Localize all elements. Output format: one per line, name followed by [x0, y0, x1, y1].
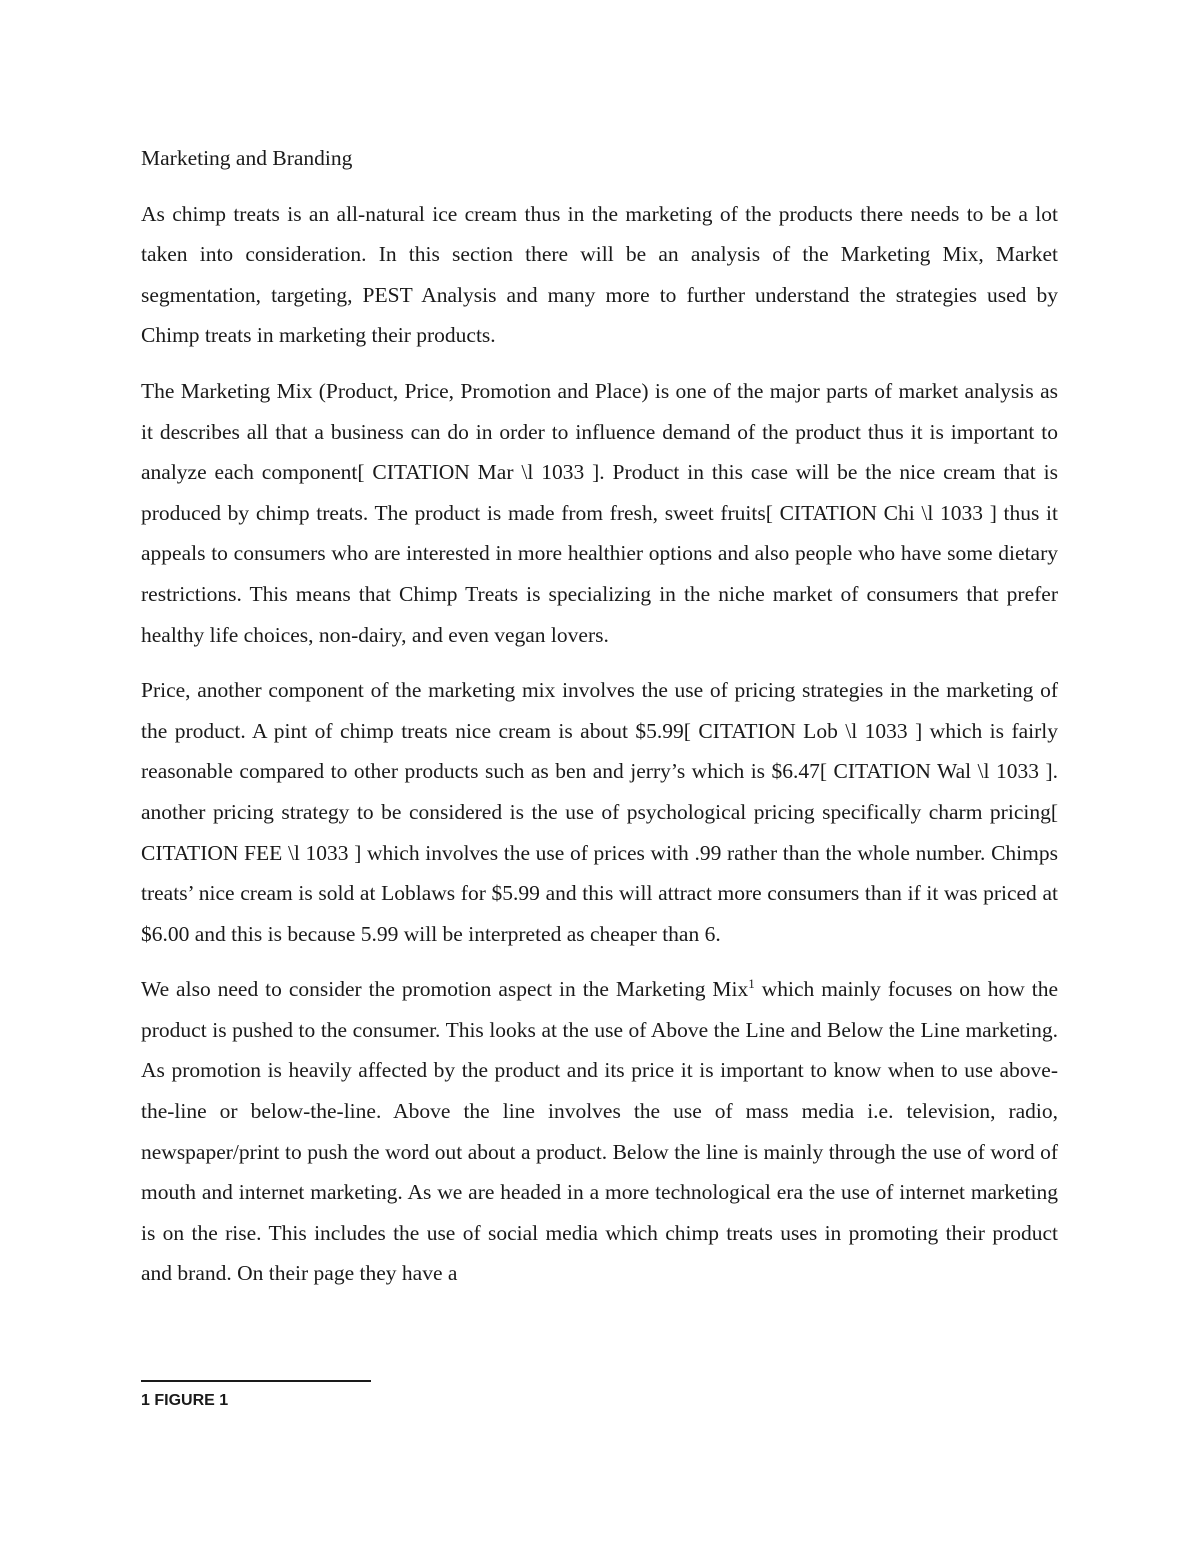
- paragraph-marketing-mix: The Marketing Mix (Product, Price, Promotion and Place) is one of the major parts of market analysis as it describes all that a business can do in order to influence demand of the product thus it is important to analyze each component[ CITATION Mar \l 1033 ]. Product in this case will be the nice cream that is produced by chimp treats. The product is made from fresh, sweet fruits[ CITATION Chi \l 1033 ] thus it appeals to consumers who are interested in more healthier options and also people who have some dietary restrictions. This means that Chimp Treats is specializing in the niche market of consumers that prefer healthy life choices, non-dairy, and even vegan lovers.: [141, 378, 1058, 647]
- promotion-text-end: which mainly focuses on how the product is pushed to the consumer. This looks at the use of Above the Line and Below the Line marketing. As promotion is heavily affected by the product and its price it is important to know when to use above-the-line or below-the-line. Above the line involves the use of mass media i.e. television, radio, newspaper/print to push the word out about a product. Below the line is mainly through the use of word of mouth and internet marketing. As we are headed in a more technological era the use of internet marketing is on the rise. This includes the use of social media which chimp treats uses in promoting their product and brand. On their page they have a: [141, 977, 1058, 1286]
- promotion-text-start: We also need to consider the promotion aspect in the Marketing Mix: [141, 977, 749, 1002]
- paragraph-promotion: [141, 969, 1058, 1294]
- section-heading: Marketing and Branding: [141, 146, 353, 170]
- footnote-reference[interactable]: 1: [748, 976, 755, 992]
- footnote-text: 1 FIGURE 1: [141, 1392, 229, 1409]
- paragraph-intro: As chimp treats is an all-natural ice cream thus in the marketing of the products there needs to be a lot taken into consideration. In this section there will be an analysis of the Marketing Mix, Market segmentation, targeting, PEST Analysis and many more to further understand the strategies used by Chimp treats in marketing their products.: [141, 201, 1058, 348]
- paragraph-price: Price, another component of the marketing mix involves the use of pricing strategies in the marketing of the product. A pint of chimp treats nice cream is about $5.99[ CITATION Lob \l 1033 ] which is fairly reasonable compared to other products such as ben and jerry’s which is $6.47[ CITATION Wal \l 1033 ]. another pricing strategy to be considered is the use of psychological pricing specifically charm pricing[ CITATION FEE \l 1033 ] which involves the use of prices with .99 rather than the whole number. Chimps treats’ nice cream is sold at Loblaws for $5.99 and this will attract more consumers than if it was priced at $6.00 and this is because 5.99 will be interpreted as cheaper than 6.: [141, 678, 1058, 946]
- document-body: [141, 138, 1058, 1309]
- footnote-separator: [141, 1380, 371, 1382]
